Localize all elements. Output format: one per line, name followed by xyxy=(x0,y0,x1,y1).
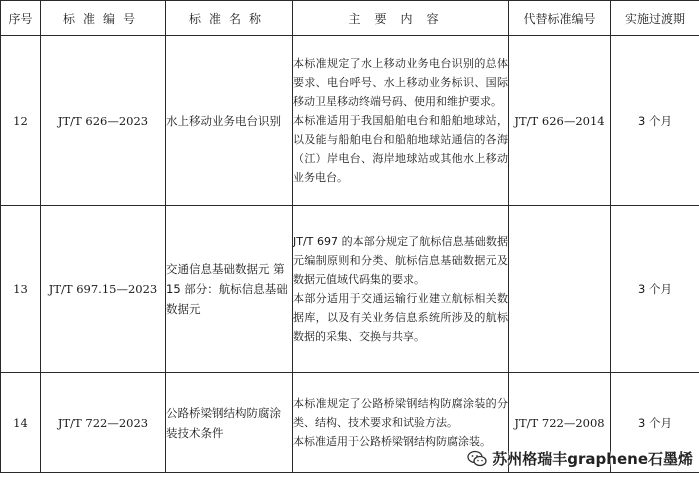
row-code: JT/T 697.15—2023 xyxy=(41,206,166,373)
table-row xyxy=(1,36,699,206)
content-paragraph: JT/T 697 的本部分规定了航标信息基础数据元编制原则和分类、航标信息基础数据元及数据元值域代码集的要求。 xyxy=(293,235,508,286)
row-replaces: JT/T 626—2014 xyxy=(509,36,611,206)
row-content xyxy=(293,206,509,373)
row-period: 3 个月 xyxy=(611,206,699,373)
row-no: 14 xyxy=(1,373,41,473)
header-name: 标准名称 xyxy=(166,1,293,36)
header-period: 实施过渡期 xyxy=(611,1,699,36)
row-replaces: JT/T 722—2008 xyxy=(509,373,611,473)
row-no: 12 xyxy=(1,36,41,206)
row-name: 公路桥梁钢结构防腐涂装技术条件 xyxy=(166,373,293,473)
content-paragraph: 本标准规定了公路桥梁钢结构防腐涂装的分类、结构、技术要求和试验方法。 xyxy=(293,397,508,429)
content-paragraph: 本标准适用于公路桥梁钢结构防腐涂装。 xyxy=(293,435,491,448)
row-period: 3 个月 xyxy=(611,36,699,206)
row-code: JT/T 722—2023 xyxy=(41,373,166,473)
header-replaces: 代替标准编号 xyxy=(509,1,611,36)
row-content xyxy=(293,36,509,206)
watermark xyxy=(467,448,693,469)
content-paragraph: 本标准适用于我国船舶电台和船舶地球站，以及能与船舶电台和船舶地球站通信的各海（江）岸电台、海岸地球站或其他水上移动业务电台。 xyxy=(293,114,508,184)
table-row xyxy=(1,206,699,373)
row-name: 水上移动业务电台识别 xyxy=(166,36,293,206)
header-content: 主要内容 xyxy=(293,1,509,36)
row-no: 13 xyxy=(1,206,41,373)
row-period: 3 个月 xyxy=(611,373,699,473)
watermark-text: 苏州格瑞丰graphene石墨烯 xyxy=(492,450,693,468)
row-replaces xyxy=(509,206,611,373)
content-paragraph: 本标准规定了水上移动业务电台识别的总体要求、电台呼号、水上移动业务标识、国际移动卫星移动终端号码、使用和维护要求。 xyxy=(293,57,508,108)
row-name: 交通信息基础数据元 第 15 部分：航标信息基础数据元 xyxy=(166,206,293,373)
header-code: 标准编号 xyxy=(41,1,166,36)
wechat-icon xyxy=(467,450,487,468)
row-code: JT/T 626—2023 xyxy=(41,36,166,206)
header-row xyxy=(1,1,699,36)
header-no: 序号 xyxy=(1,1,41,36)
content-paragraph: 本部分适用于交通运输行业建立航标相关数据库，以及有关业务信息系统所涉及的航标数据的采集、交换与共享。 xyxy=(293,292,508,343)
